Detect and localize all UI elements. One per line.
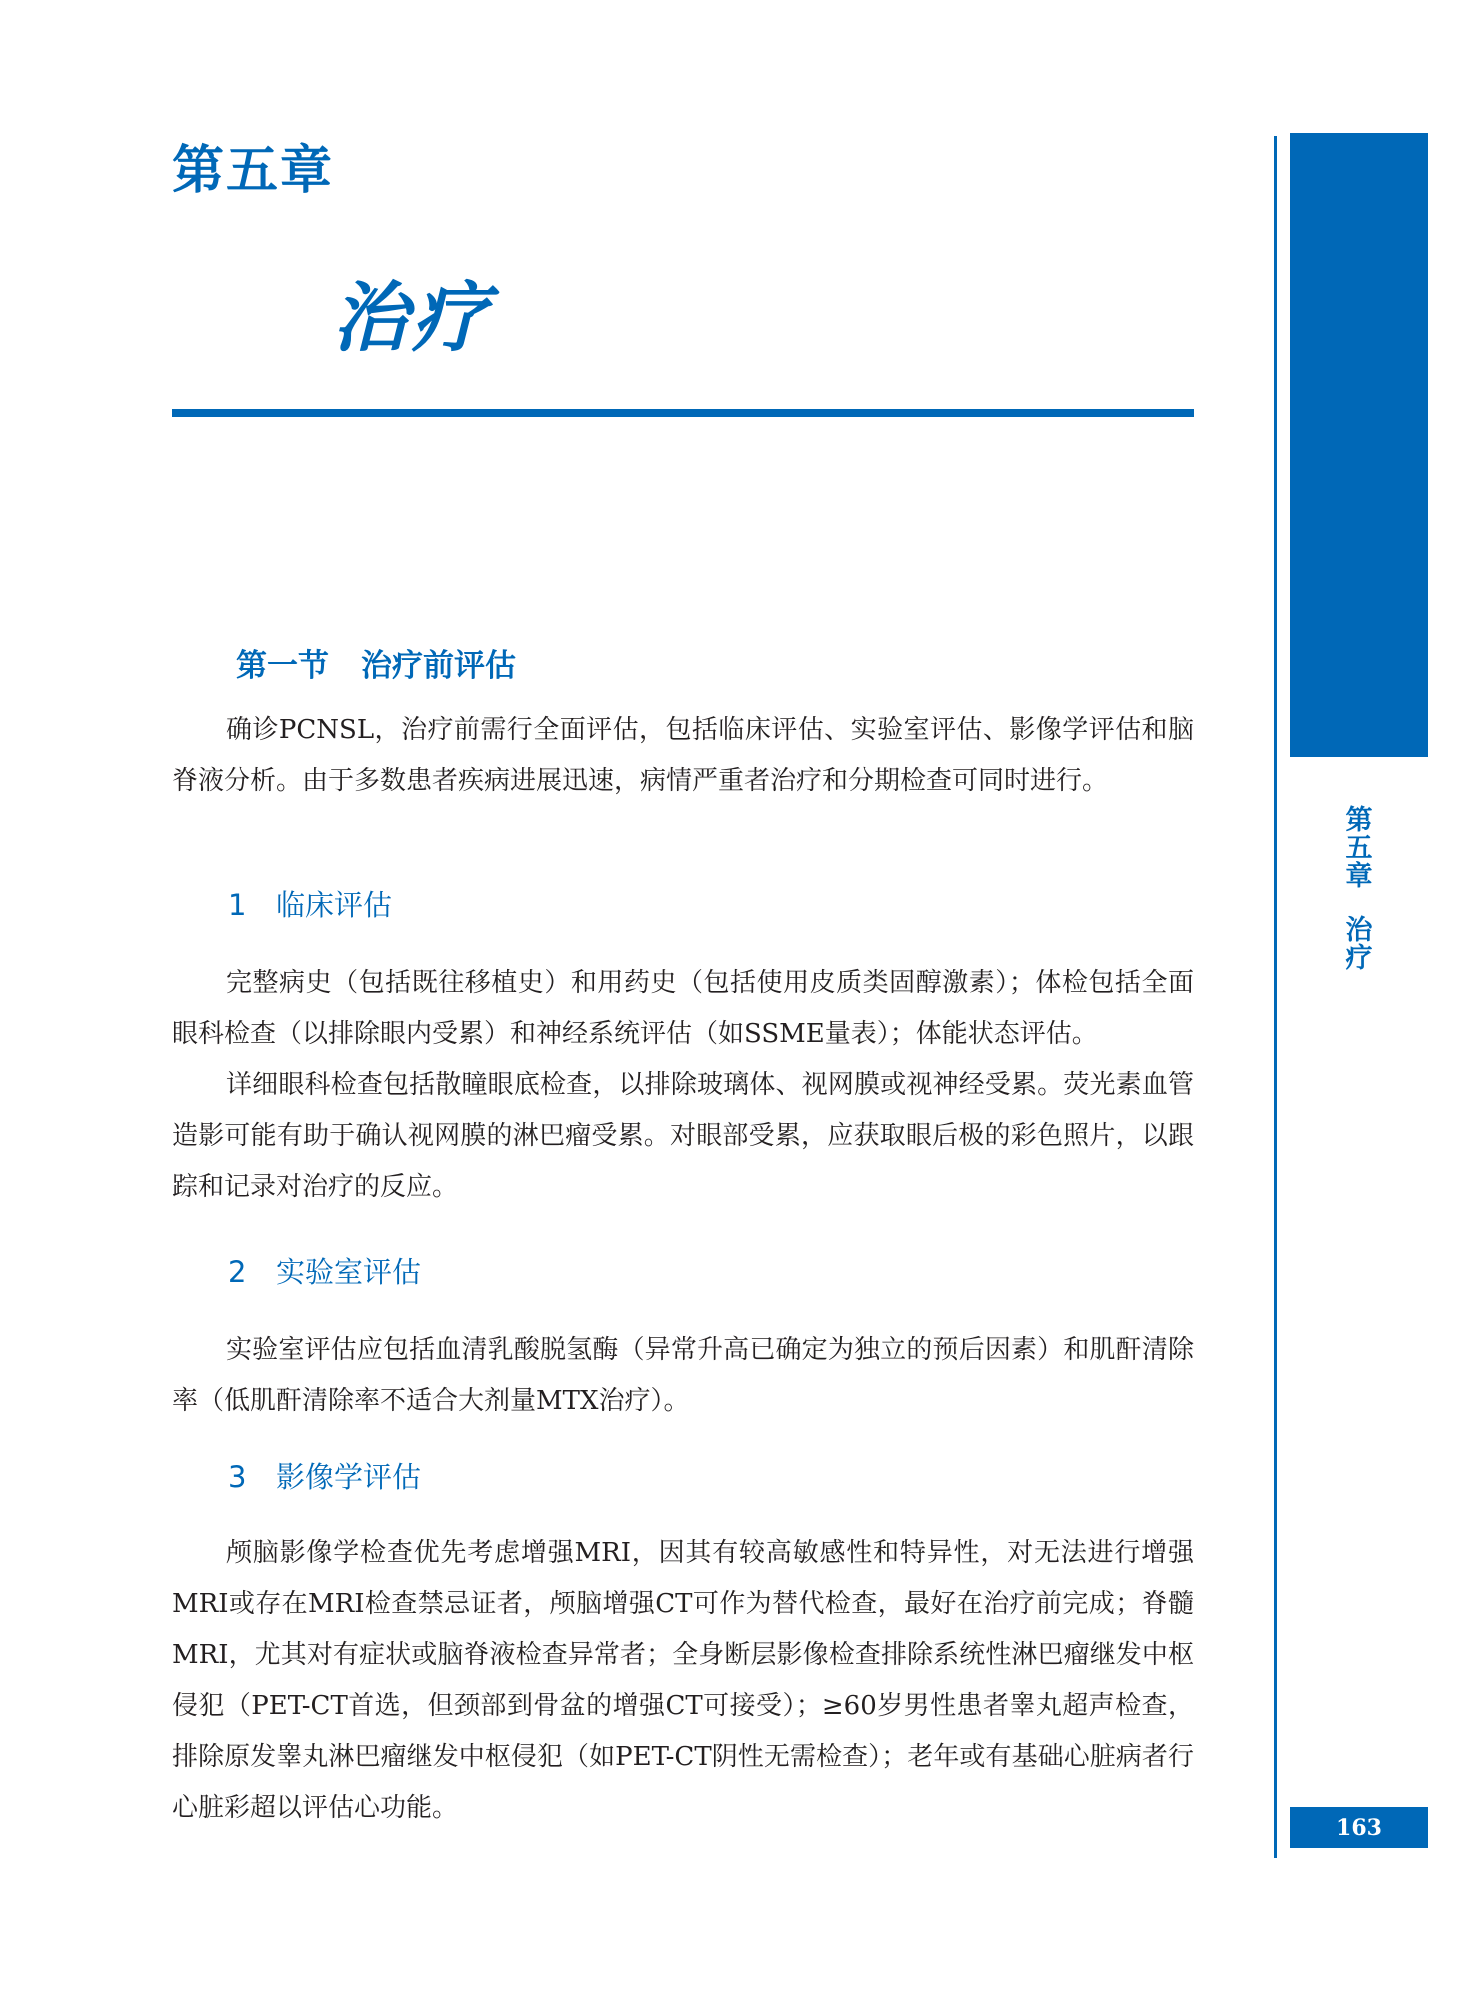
subsection-title: 影像学评估	[276, 1460, 422, 1494]
subsection-heading-imaging	[228, 1455, 421, 1496]
subsection-title: 临床评估	[276, 888, 393, 922]
subsection-number: 3	[228, 1460, 247, 1494]
subsection-number: 1	[228, 888, 247, 922]
clinical-paragraph-2: 详细眼科检查包括散瞳眼底检查，以排除玻璃体、视网膜或视神经受累。荧光素血管造影可能有助于确认视网膜的淋巴瘤受累。对眼部受累，应获取眼后极的彩色照片，以跟踪和记录对治疗的反应。	[172, 1070, 1194, 1202]
chapter-title: 治疗	[332, 273, 492, 362]
subsection-title: 实验室评估	[276, 1255, 422, 1289]
sidebar-chapter-char: 第	[1345, 805, 1373, 836]
chapter-divider	[172, 409, 1194, 417]
section-heading	[236, 640, 516, 685]
section-title: 治疗前评估	[361, 648, 516, 684]
imaging-paragraph: 颅脑影像学检查优先考虑增强MRI，因其有较高敏感性和特异性，对无法进行增强MRI或存在MRI检查禁忌证者，颅脑增强CT可作为替代检查，最好在治疗前完成；脊髓MRI，尤其对有症状或脑脊液检查异常者；全身断层影像检查排除系统性淋巴瘤继发中枢侵犯（PET-CT首选，但颈部到骨盆的增强CT可接受）；≥60岁男性患者睾丸超声检查，排除原发睾丸淋巴瘤继发中枢侵犯（如PET-CT阴性无需检查）；老年或有基础心脏病者行心脏彩超以评估心功能。	[172, 1538, 1194, 1823]
clinical-paragraph-1: 完整病史（包括既往移植史）和用药史（包括使用皮质类固醇激素）；体检包括全面眼科检查（以排除眼内受累）和神经系统评估（如SSME量表）；体能状态评估。	[172, 968, 1194, 1049]
page-number: 163	[1336, 1814, 1382, 1841]
subsection-number: 2	[228, 1255, 247, 1289]
lab-paragraph: 实验室评估应包括血清乳酸脱氢酶（异常升高已确定为独立的预后因素）和肌酐清除率（低肌酐清除率不适合大剂量MTX治疗）。	[172, 1335, 1194, 1416]
section-number: 第一节	[236, 648, 329, 684]
sidebar-chapter-marker	[1290, 807, 1428, 973]
subsection-heading-lab	[228, 1250, 421, 1291]
page-number-box	[1290, 1807, 1428, 1848]
book-title-vertical: 原发性中枢神经系统淋巴瘤	[1438, 184, 1472, 700]
sidebar-chapter-char: 疗	[1345, 943, 1373, 974]
section-intro-paragraph: 确诊PCNSL，治疗前需行全面评估，包括临床评估、实验室评估、影像学评估和脑脊液分析。由于多数患者疾病进展迅速，病情严重者治疗和分期检查可同时进行。	[172, 715, 1194, 796]
sidebar-chapter-char: 治	[1345, 915, 1373, 946]
sidebar-chapter-char: 章	[1345, 861, 1373, 892]
sidebar-rule	[1274, 136, 1277, 1858]
chapter-label: 第五章	[172, 141, 335, 201]
sidebar-chapter-char: 五	[1345, 833, 1373, 864]
subsection-heading-clinical	[228, 883, 392, 924]
